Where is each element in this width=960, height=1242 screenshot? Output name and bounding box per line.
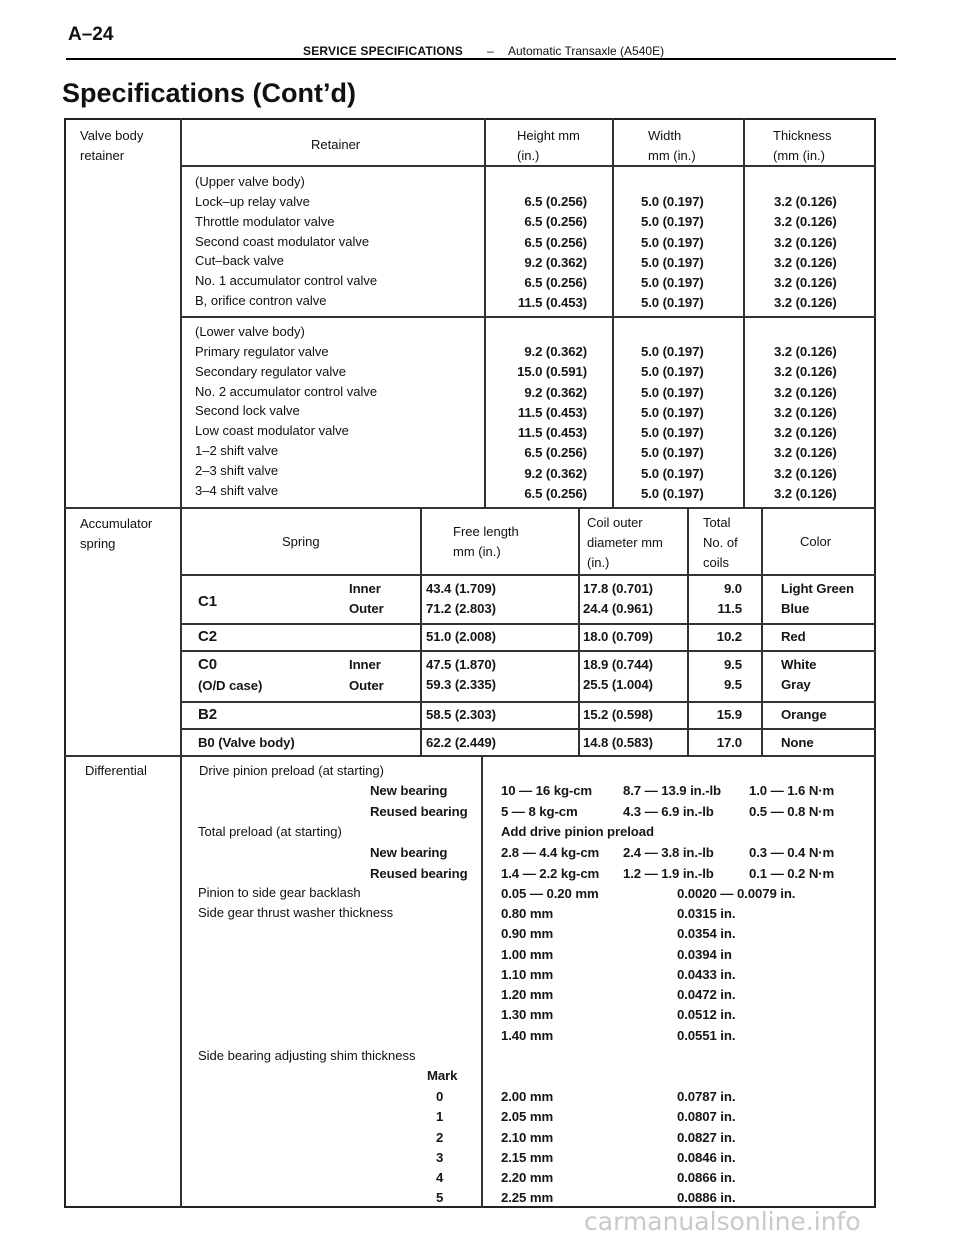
thickness-value: 3.2 (0.126): [774, 445, 837, 461]
height-value: 11.5 (0.453): [517, 425, 587, 441]
shim-in: 0.0807 in.: [677, 1109, 736, 1125]
pinion-backlash: Pinion to side gear backlash: [198, 885, 361, 900]
width-value: 5.0 (0.197): [641, 486, 704, 502]
washer-in: 0.0433 in.: [677, 966, 736, 982]
vb-upper-lower-divider: [180, 316, 876, 318]
acc-row-divider: [180, 701, 876, 703]
total-preload: Total preload (at starting): [198, 824, 342, 839]
washer-in-values: [677, 904, 735, 1046]
mark-value: 2: [436, 1129, 444, 1145]
height-value: 9.2 (0.362): [524, 465, 587, 481]
height-value: 6.5 (0.256): [524, 275, 587, 291]
diameter-value: 18.9 (0.744): [583, 657, 653, 672]
shim-mm: 2.25 mm: [501, 1190, 554, 1206]
spring-coils: [690, 579, 742, 620]
upper-height-values: [486, 192, 587, 314]
lower-thickness-values: [774, 342, 837, 504]
tp-reused-nm: 0.1 — 0.2 N·m: [749, 866, 835, 881]
valve-body-label: retainer: [80, 148, 125, 163]
accumulator-label: Accumulator: [80, 516, 153, 531]
length-value: 71.2 (2.803): [426, 601, 496, 617]
dp-new-kgcm: 10 — 16 kg-cm: [501, 783, 593, 798]
valve-name: 1–2 shift valve: [195, 442, 279, 458]
height-value: 6.5 (0.256): [524, 214, 587, 230]
acc-column-divider: [761, 507, 763, 755]
thickness-value: 3.2 (0.126): [774, 275, 837, 291]
drive-pinion-preload: Drive pinion preload (at starting): [199, 763, 384, 778]
lower-height-values: [486, 342, 587, 504]
shim-mm: 2.20 mm: [501, 1170, 554, 1186]
valve-name: 2–3 shift valve: [195, 462, 279, 478]
washer-in: 0.0354 in.: [677, 926, 736, 942]
upper-valve-heading: (Upper valve body): [195, 174, 305, 189]
col-coil-diameter: Coil outer: [587, 515, 643, 530]
backlash-mm: 0.05 — 0.20 mm: [501, 886, 599, 901]
washer-mm: 1.10 mm: [501, 966, 554, 982]
width-value: 5.0 (0.197): [641, 384, 704, 400]
spring-color: Orange: [781, 707, 827, 722]
new-bearing-label: New bearing: [370, 783, 448, 798]
height-value: 9.2 (0.362): [524, 384, 587, 400]
washer-mm-values: [501, 904, 553, 1046]
spring-diameter: 18.0 (0.709): [583, 629, 653, 644]
color-value: White: [781, 657, 817, 672]
thickness-value: 3.2 (0.126): [774, 295, 837, 311]
valve-name: Primary regulator valve: [195, 344, 329, 359]
width-value: 5.0 (0.197): [641, 425, 704, 441]
acc-column-divider: [420, 507, 422, 755]
washer-mm: 1.40 mm: [501, 1027, 554, 1043]
spring-coils: 10.2: [716, 629, 742, 644]
col-retainer: Retainer: [311, 137, 361, 152]
valve-name: Cut–back valve: [195, 253, 284, 269]
lower-valve-heading: (Lower valve body): [195, 324, 305, 339]
reused-bearing-label: Reused bearing: [370, 804, 468, 819]
spring-color: [781, 655, 816, 696]
acc-row-divider: [180, 623, 876, 625]
width-value: 5.0 (0.197): [641, 364, 704, 380]
spring-coils: 15.9: [716, 707, 742, 722]
diameter-value: 24.4 (0.961): [583, 601, 653, 617]
col-spring: Spring: [282, 534, 320, 549]
shim-in: 0.0827 in.: [677, 1129, 736, 1145]
height-value: 11.5 (0.453): [517, 295, 587, 311]
dp-reused-kgcm: 5 — 8 kg-cm: [501, 804, 578, 819]
spring-color: None: [781, 735, 814, 750]
tp-reused-inlb: 1.2 — 1.9 in.-lb: [623, 866, 714, 881]
washer-in: 0.0512 in.: [677, 1007, 736, 1023]
label-column-divider: [180, 118, 182, 1208]
length-value: 43.4 (1.709): [426, 581, 496, 596]
diff-column-divider: [481, 755, 483, 1208]
col-coils: Total: [703, 515, 731, 530]
mark-label: Mark: [427, 1068, 458, 1083]
shim-mm: 2.00 mm: [501, 1089, 554, 1104]
spring-b0-label: B0 (Valve body): [198, 735, 295, 750]
thickness-value: 3.2 (0.126): [774, 254, 837, 270]
upper-valve-names: [195, 192, 377, 311]
valve-name: Throttle modulator valve: [195, 213, 335, 229]
shim-in: 0.0846 in.: [677, 1149, 736, 1165]
mark-value: 3: [436, 1149, 444, 1165]
tp-new-nm: 0.3 — 0.4 N·m: [749, 845, 835, 860]
thickness-value: 3.2 (0.126): [774, 384, 837, 400]
col-width: Width: [648, 128, 682, 143]
dp-new-inlb: 8.7 — 13.9 in.-lb: [623, 783, 721, 798]
spring-c0-sub: (O/D case): [198, 678, 263, 693]
spring-diameter: 15.2 (0.598): [583, 707, 653, 722]
add-drive-pinion-preload: Add drive pinion preload: [501, 824, 654, 839]
valve-name: No. 1 accumulator control valve: [195, 273, 378, 289]
valve-name: Secondary regulator valve: [195, 363, 347, 379]
section-subtitle: Automatic Transaxle (A540E): [508, 44, 665, 58]
thickness-value: 3.2 (0.126): [774, 425, 837, 441]
tp-reused-kgcm: 1.4 — 2.2 kg-cm: [501, 866, 600, 881]
spring-diameter: 14.8 (0.583): [583, 735, 653, 750]
shim-mm: 2.05 mm: [501, 1109, 554, 1125]
differential-label: Differential: [85, 763, 147, 778]
coils-value: 9.5: [723, 677, 742, 693]
mark-value: 4: [436, 1170, 444, 1186]
width-value: 5.0 (0.197): [641, 234, 704, 250]
section-divider-accumulator: [64, 507, 876, 509]
col-coil-diameter: diameter mm: [587, 535, 663, 550]
new-bearing-label: New bearing: [370, 845, 448, 860]
col-thickness: Thickness: [773, 128, 832, 143]
col-width: mm (in.): [648, 148, 696, 163]
width-value: 5.0 (0.197): [641, 465, 704, 481]
vb-column-divider: [612, 118, 614, 507]
spring-inner-label: Inner: [349, 581, 381, 596]
thickness-value: 3.2 (0.126): [774, 404, 837, 420]
spring-coils: [690, 655, 742, 696]
thickness-value: 3.2 (0.126): [774, 194, 837, 209]
spring-c2-label: C2: [198, 628, 217, 645]
watermark: carmanualsonline.info: [584, 1207, 861, 1236]
accumulator-label: spring: [80, 536, 116, 551]
col-height: (in.): [517, 148, 540, 163]
reused-bearing-label: Reused bearing: [370, 866, 468, 881]
valve-name: B, orifice contron valve: [195, 292, 327, 308]
spring-color: Red: [781, 629, 806, 644]
spring-diameter: [583, 655, 653, 696]
spring-length: 58.5 (2.303): [426, 707, 496, 722]
spring-coils: 17.0: [716, 735, 742, 750]
col-color: Color: [800, 534, 832, 549]
col-coils: coils: [703, 555, 730, 570]
col-height: Height mm: [517, 128, 580, 143]
washer-mm: 1.00 mm: [501, 946, 554, 962]
washer-in: 0.0551 in.: [677, 1027, 736, 1043]
lower-valve-names: [195, 342, 377, 500]
washer-mm: 1.30 mm: [501, 1007, 554, 1023]
mark-value: 0: [436, 1089, 444, 1104]
valve-body-label: Valve body: [80, 128, 144, 143]
length-value: 47.5 (1.870): [426, 657, 496, 672]
length-value: 59.3 (2.335): [426, 677, 496, 693]
acc-row-divider: [180, 650, 876, 652]
shim-mm-values: [501, 1087, 553, 1209]
height-value: 6.5 (0.256): [524, 486, 587, 502]
section-divider-differential: [64, 755, 876, 757]
width-value: 5.0 (0.197): [641, 214, 704, 230]
col-coil-diameter: (in.): [587, 555, 610, 570]
dp-reused-nm: 0.5 — 0.8 N·m: [749, 804, 835, 819]
section-separator: –: [487, 44, 494, 58]
height-value: 11.5 (0.453): [517, 404, 587, 420]
width-value: 5.0 (0.197): [641, 194, 704, 209]
washer-in: 0.0315 in.: [677, 906, 736, 921]
valve-name: Second lock valve: [195, 403, 300, 419]
spring-diameter: [583, 579, 653, 620]
col-coils: No. of: [703, 535, 738, 550]
shim-in: 0.0787 in.: [677, 1089, 736, 1104]
spring-length: [426, 579, 496, 620]
shim-in-values: [677, 1087, 735, 1209]
mark-values: [436, 1087, 443, 1209]
tp-new-kgcm: 2.8 — 4.4 kg-cm: [501, 845, 600, 860]
height-value: 6.5 (0.256): [524, 234, 587, 250]
spring-outer-label: Outer: [349, 601, 384, 616]
shim-in: 0.0866 in.: [677, 1170, 736, 1186]
height-value: 6.5 (0.256): [524, 445, 587, 461]
page-number: A–24: [68, 24, 114, 45]
acc-column-divider: [687, 507, 689, 755]
vb-column-divider: [743, 118, 745, 507]
valve-name: Low coast modulator valve: [195, 423, 349, 439]
width-value: 5.0 (0.197): [641, 344, 704, 359]
valve-name: Second coast modulator valve: [195, 233, 370, 249]
thickness-value: 3.2 (0.126): [774, 486, 837, 502]
color-value: Gray: [781, 677, 811, 693]
acc-column-divider: [578, 507, 580, 755]
color-value: Blue: [781, 601, 810, 617]
shim-in: 0.0886 in.: [677, 1190, 736, 1206]
washer-mm: 0.80 mm: [501, 906, 554, 921]
upper-thickness-values: [774, 192, 837, 314]
diameter-value: 17.8 (0.701): [583, 581, 653, 596]
backlash-in: 0.0020 — 0.0079 in.: [677, 886, 796, 901]
width-value: 5.0 (0.197): [641, 254, 704, 270]
width-value: 5.0 (0.197): [641, 445, 704, 461]
col-thickness: (mm (in.): [773, 148, 825, 163]
acc-header-rule: [180, 574, 876, 576]
height-value: 9.2 (0.362): [524, 344, 587, 359]
mark-value: 5: [436, 1190, 444, 1206]
thrust-washer-thickness: Side gear thrust washer thickness: [198, 905, 394, 920]
spring-length: 62.2 (2.449): [426, 735, 496, 750]
thickness-value: 3.2 (0.126): [774, 214, 837, 230]
mark-value: 1: [436, 1109, 444, 1125]
washer-mm: 1.20 mm: [501, 987, 554, 1003]
valve-name: Lock–up relay valve: [195, 194, 310, 209]
spring-length: 51.0 (2.008): [426, 629, 496, 644]
width-value: 5.0 (0.197): [641, 404, 704, 420]
col-free-length: mm (in.): [453, 544, 501, 559]
washer-in: 0.0394 in: [677, 946, 732, 962]
dp-reused-inlb: 4.3 — 6.9 in.-lb: [623, 804, 714, 819]
upper-width-values: [641, 192, 704, 314]
thickness-value: 3.2 (0.126): [774, 344, 837, 359]
spring-c1-label: C1: [198, 593, 217, 610]
thickness-value: 3.2 (0.126): [774, 234, 837, 250]
width-value: 5.0 (0.197): [641, 275, 704, 291]
tp-new-inlb: 2.4 — 3.8 in.-lb: [623, 845, 714, 860]
spring-length: [426, 655, 496, 696]
width-value: 5.0 (0.197): [641, 295, 704, 311]
valve-name: 3–4 shift valve: [195, 482, 279, 498]
shim-mm: 2.15 mm: [501, 1149, 554, 1165]
lower-width-values: [641, 342, 704, 504]
spring-c0-label: C0: [198, 656, 217, 673]
thickness-value: 3.2 (0.126): [774, 465, 837, 481]
valve-name: No. 2 accumulator control valve: [195, 383, 378, 399]
spring-inner-label: Inner: [349, 657, 381, 672]
coils-value: 9.5: [723, 657, 742, 672]
col-free-length: Free length: [453, 524, 519, 539]
height-value: 15.0 (0.591): [517, 364, 587, 380]
spring-color: [781, 579, 854, 620]
spring-b2-label: B2: [198, 706, 217, 723]
washer-in: 0.0472 in.: [677, 987, 736, 1003]
height-value: 9.2 (0.362): [524, 254, 587, 270]
coils-value: 11.5: [717, 601, 742, 617]
diameter-value: 25.5 (1.004): [583, 677, 653, 693]
washer-mm: 0.90 mm: [501, 926, 554, 942]
dp-new-nm: 1.0 — 1.6 N·m: [749, 783, 835, 798]
page-title: Specifications (Cont’d): [62, 78, 357, 108]
acc-row-divider: [180, 728, 876, 730]
section-title: SERVICE SPECIFICATIONS: [303, 44, 463, 58]
side-bearing-shim-thickness: Side bearing adjusting shim thickness: [198, 1048, 416, 1063]
color-value: Light Green: [781, 581, 854, 596]
header-rule: [66, 58, 896, 60]
height-value: 6.5 (0.256): [524, 194, 587, 209]
coils-value: 9.0: [723, 581, 742, 596]
thickness-value: 3.2 (0.126): [774, 364, 837, 380]
shim-mm: 2.10 mm: [501, 1129, 554, 1145]
spring-outer-label: Outer: [349, 678, 384, 693]
